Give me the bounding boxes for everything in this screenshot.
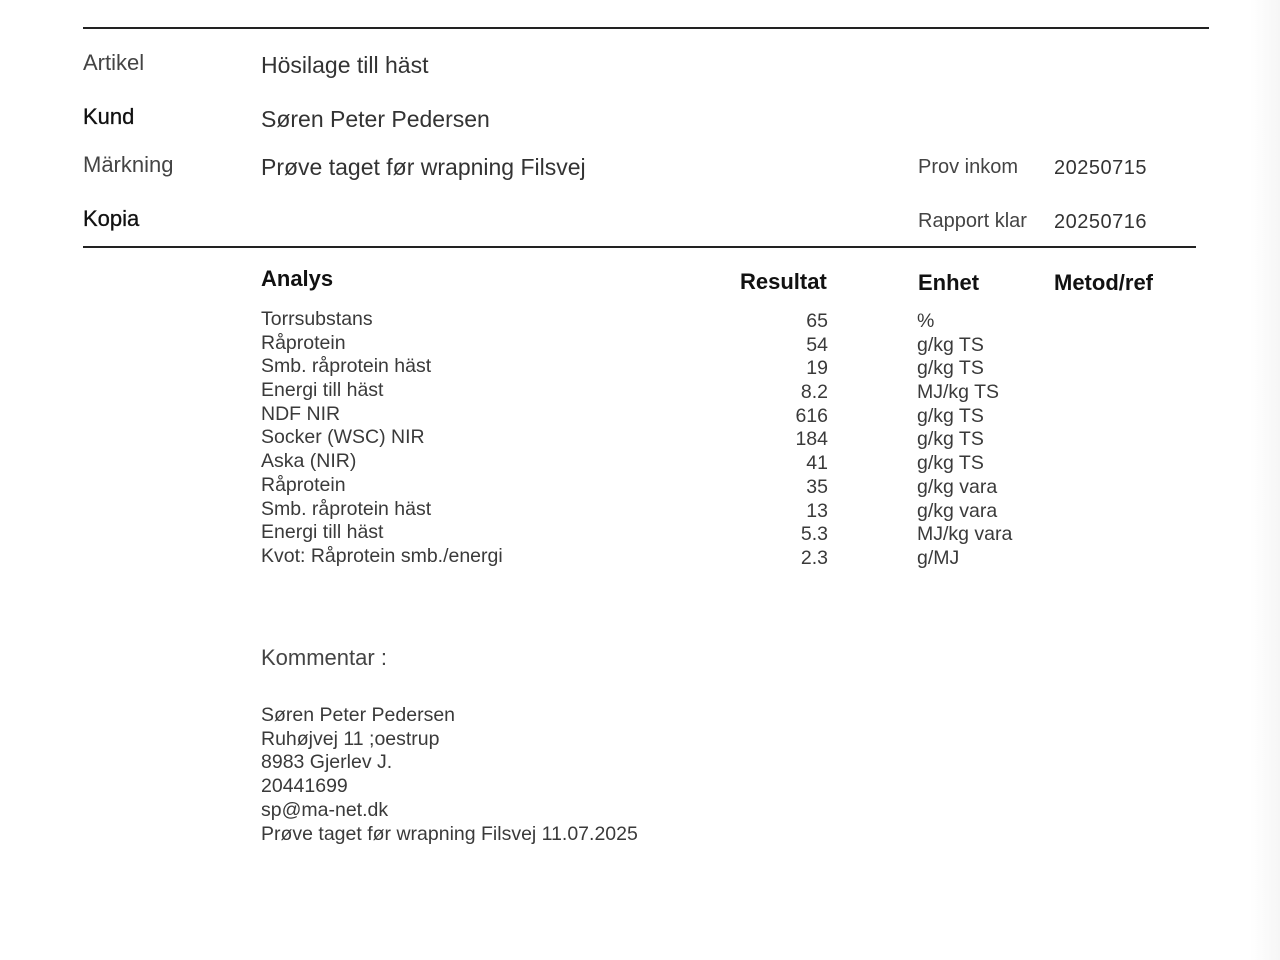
analysis-unit: g/kg TS [917,333,984,356]
analysis-name: Råprotein [261,473,346,496]
comment-title: Kommentar : [261,645,387,670]
analysis-name: Smb. råprotein häst [261,497,432,520]
kund-value: Søren Peter Pedersen [261,106,490,132]
analysis-result: 41 [806,452,828,475]
analysis-result: 616 [795,404,828,427]
header-rule [83,246,1196,248]
analysis-result: 35 [806,475,828,498]
analysis-result: 5.3 [800,523,828,546]
table-row [0,401,1280,425]
analysis-name: Socker (WSC) NIR [261,426,425,449]
comment-line: Ruhøjvej 11 ;oestrup [261,727,440,750]
analysis-unit: MJ/kg vara [917,523,1013,546]
comment-line: Prøve taget før wrapning Filsvej 11.07.2025 [261,822,638,845]
comment-line: Søren Peter Pedersen [261,704,456,726]
artikel-label: Artikel [83,50,145,75]
artikel-value: Hösilage till häst [261,52,429,78]
rapport-klar-value: 20250716 [1054,211,1147,233]
kund-label: Kund [83,104,135,129]
analysis-result: 8.2 [800,381,828,404]
analysis-name: Energi till häst [261,521,384,544]
analysis-unit: MJ/kg TS [917,381,999,404]
top-rule [83,27,1209,29]
comment-line: 8983 Gjerlev J. [261,751,393,774]
table-row [0,377,1280,404]
analysis-name: Kvot: Råprotein smb./energi [261,544,503,567]
prov-inkom-value: 20250715 [1054,157,1147,179]
markning-value: Prøve taget før wrapning Filsvej [261,154,586,180]
analysis-result: 2.3 [800,546,828,569]
scan-edge-shadow [1250,0,1280,960]
header-metod: Metod/ref [1054,270,1153,295]
analysis-unit: g/kg TS [917,404,984,427]
analysis-name: Aska (NIR) [261,450,357,473]
table-row [0,543,1280,567]
comment-line: sp@ma-net.dk [261,798,389,821]
table-row [0,496,1280,520]
analysis-result: 19 [806,357,828,380]
analysis-unit: % [917,310,935,332]
table-row [0,353,1280,380]
header-enhet: Enhet [918,270,980,295]
analysis-result: 184 [795,428,828,451]
analysis-result: 65 [806,310,828,332]
analysis-unit: g/kg vara [917,475,998,498]
analysis-name: Smb. råprotein häst [261,355,432,378]
markning-label: Märkning [83,152,174,177]
analysis-unit: g/MJ [917,546,960,569]
analysis-unit: g/kg TS [917,428,984,451]
table-row [0,472,1280,496]
table-row [0,424,1280,451]
rapport-klar-label: Rapport klar [918,210,1027,232]
analysis-unit: g/kg vara [917,499,998,522]
analysis-table [0,306,1280,567]
kopia-label: Kopia [83,206,140,231]
table-row [0,306,1280,330]
analysis-name: NDF NIR [261,402,341,425]
analysis-name: Torrsubstans [261,308,373,330]
comment-body [261,704,638,846]
analysis-name: Energi till häst [261,379,384,402]
analysis-unit: g/kg TS [917,357,984,380]
table-row [0,519,1280,546]
table-row [0,448,1280,475]
analysis-unit: g/kg TS [917,452,984,475]
analysis-result: 13 [806,499,828,522]
comment-line: 20441699 [261,775,348,798]
prov-inkom-label: Prov inkom [918,156,1019,178]
header-resultat: Resultat [740,269,827,294]
header-analys: Analys [261,266,334,291]
analysis-name: Råprotein [261,331,346,354]
table-row [0,330,1280,354]
analysis-result: 54 [806,333,828,356]
